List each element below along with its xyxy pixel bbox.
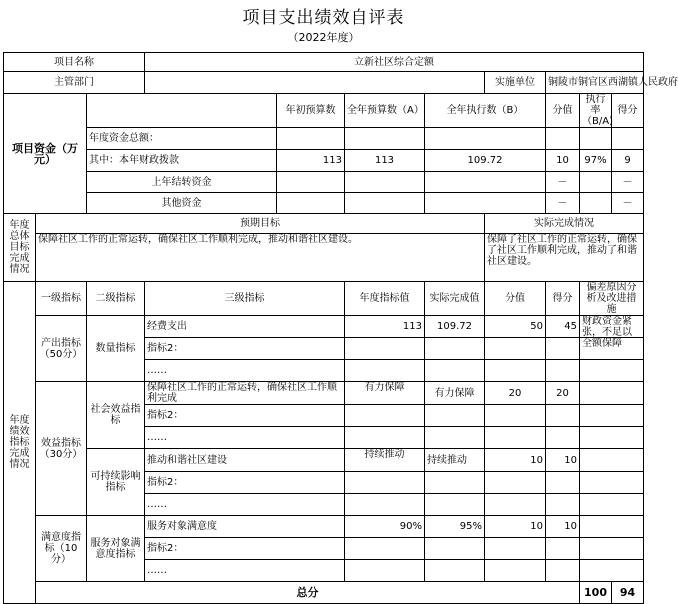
project-name-value: 立新社区综合定额 (145, 53, 644, 72)
carry-score-dash: － (546, 172, 580, 193)
blank (580, 427, 644, 449)
blank (425, 405, 485, 427)
goals-side-label: 年度总体目标完成情况 (4, 214, 36, 282)
sustain-r2-name: 指标2： (145, 472, 345, 494)
h-got: 得分 (546, 282, 580, 316)
sustain-r1-name: 推动和谐社区建设 (145, 449, 345, 472)
blank (345, 172, 425, 193)
blank (425, 494, 485, 516)
satis-r2-name: 指标2： (145, 538, 345, 560)
h-target: 年度指标值 (345, 282, 425, 316)
benefit-l1: 效益指标（30分） (36, 382, 87, 516)
output-r2-name: 指标2： (145, 338, 345, 360)
funds-label: 项目资金（万元） (4, 94, 87, 214)
col-initial-budget: 年初预算数 (277, 94, 345, 128)
sustain-r1-got: 10 (546, 449, 580, 472)
carry-got-dash: － (612, 172, 644, 193)
fiscal-annual: 113 (345, 150, 425, 172)
output-r1-target: 113 (345, 316, 425, 338)
row-carryover: 上年结转资金 (87, 172, 277, 193)
social-r1-actual: 有力保障 (425, 382, 485, 405)
blank (277, 172, 345, 193)
blank (345, 405, 425, 427)
blank (277, 193, 345, 214)
blank (425, 128, 546, 150)
blank (485, 427, 546, 449)
blank (425, 360, 485, 382)
blank (425, 172, 546, 193)
satis-r1-name: 服务对象满意度 (145, 516, 345, 538)
blank (546, 472, 580, 494)
col-got: 得分 (612, 94, 644, 128)
blank (580, 449, 644, 472)
blank (485, 538, 546, 560)
blank (485, 560, 546, 582)
social-r3-name: …… (145, 427, 345, 449)
blank (345, 360, 425, 382)
blank (277, 128, 345, 150)
blank (546, 360, 580, 382)
dept-value (145, 72, 485, 94)
satis-r3-name: …… (145, 560, 345, 582)
output-r1-name: 经费支出 (145, 316, 345, 338)
blank (345, 472, 425, 494)
output-l2: 数量指标 (87, 316, 145, 382)
blank (485, 338, 546, 360)
impl-unit-value: 铜陵市铜官区西湖镇人民政府 (546, 72, 644, 94)
satis-l1: 满意度指标（10分） (36, 516, 87, 582)
blank (580, 360, 644, 382)
row-total-funds: 年度资金总额： (87, 128, 277, 150)
satis-l2: 服务对象满意度指标 (87, 516, 145, 582)
blank (345, 128, 425, 150)
fiscal-got: 9 (612, 150, 644, 172)
output-r3-name: …… (145, 360, 345, 382)
output-r1-actual: 109.72 (425, 316, 485, 338)
fiscal-initial: 113 (277, 150, 345, 172)
other-score-dash: － (546, 193, 580, 214)
blank (345, 427, 425, 449)
indicators-side-label: 年度绩效指标完成情况 (4, 282, 36, 604)
blank (345, 538, 425, 560)
blank (425, 560, 485, 582)
blank (580, 494, 644, 516)
blank (425, 472, 485, 494)
blank (485, 405, 546, 427)
h-level3: 三级指标 (145, 282, 345, 316)
blank (485, 472, 546, 494)
output-r1-score: 50 (485, 316, 546, 338)
row-fiscal-funds: 其中：本年财政拨款 (87, 150, 277, 172)
blank (546, 128, 580, 150)
blank (546, 560, 580, 582)
blank (546, 538, 580, 560)
fiscal-exec: 109.72 (425, 150, 546, 172)
blank (580, 193, 612, 214)
blank (345, 338, 425, 360)
social-r1-got: 20 (546, 382, 580, 405)
sustain-r1-target: 持续推动 (345, 449, 425, 472)
funds-header-blank (87, 94, 277, 128)
blank (345, 193, 425, 214)
h-actual: 实际完成值 (425, 282, 485, 316)
social-r1-target: 有力保障 (345, 382, 425, 405)
output-l1: 产出指标（50分） (36, 316, 87, 382)
blank (485, 360, 546, 382)
total-got: 94 (612, 582, 644, 604)
blank (546, 494, 580, 516)
blank (580, 516, 644, 538)
satis-r1-score: 10 (485, 516, 546, 538)
page-title: 项目支出绩效自评表 (242, 8, 405, 28)
blank (546, 338, 580, 360)
sustain-r1-score: 10 (485, 449, 546, 472)
sustain-l2: 可持续影响指标 (87, 449, 145, 516)
dept-label: 主管部门 (4, 72, 145, 94)
sustain-r3-name: …… (145, 494, 345, 516)
blank (580, 538, 644, 560)
actual-result-header: 实际完成情况 (485, 214, 644, 234)
blank (345, 494, 425, 516)
actual-result-text: 保障了社区工作的正常运转，确保了社区工作顺利完成，推动了和谐社区建设。 (485, 234, 644, 282)
blank (580, 472, 644, 494)
social-r1-score: 20 (485, 382, 546, 405)
satis-r1-got: 10 (546, 516, 580, 538)
col-annual-budget: 全年预算数（A） (345, 94, 425, 128)
social-l2: 社会效益指标 (87, 382, 145, 449)
social-r1-name: 保障社区工作的正常运转，确保社区工作顺利完成 (145, 382, 345, 405)
blank (425, 338, 485, 360)
fiscal-score: 10 (546, 150, 580, 172)
blank (425, 193, 546, 214)
row-other-funds: 其他资金 (87, 193, 277, 214)
blank (546, 405, 580, 427)
sustain-r1-actual: 持续推动 (425, 449, 485, 472)
total-score: 100 (580, 582, 612, 604)
blank (612, 128, 644, 150)
self-evaluation-table (3, 52, 678, 599)
blank (580, 560, 644, 582)
blank (546, 427, 580, 449)
blank (580, 382, 644, 405)
h-level1: 一级指标 (36, 282, 87, 316)
page-year: （2022年度） (287, 31, 360, 44)
h-reason: 偏差原因分析及改进措施 (580, 282, 644, 316)
blank (425, 427, 485, 449)
output-r1-reason: 财政资金紧张，不足以全额保障 (580, 316, 644, 338)
blank (580, 172, 612, 193)
blank (580, 128, 612, 150)
h-score: 分值 (485, 282, 546, 316)
total-label: 总分 (36, 582, 580, 604)
blank (345, 560, 425, 582)
blank (580, 405, 644, 427)
other-got-dash: － (612, 193, 644, 214)
h-level2: 二级指标 (87, 282, 145, 316)
project-name-label: 项目名称 (4, 53, 145, 72)
fiscal-rate: 97% (580, 150, 612, 172)
blank (425, 538, 485, 560)
col-annual-exec: 全年执行数（B） (425, 94, 546, 128)
satis-r1-target: 90% (345, 516, 425, 538)
col-exec-rate: 执行率（B/A) (580, 94, 612, 128)
expected-goal-text: 保障社区工作的正常运转，确保社区工作顺利完成，推动和谐社区建设。 (36, 234, 485, 282)
expected-goal-header: 预期目标 (36, 214, 485, 234)
social-r2-name: 指标2： (145, 405, 345, 427)
output-r1-got: 45 (546, 316, 580, 338)
blank (485, 494, 546, 516)
impl-unit-label: 实施单位 (485, 72, 546, 94)
satis-r1-actual: 95% (425, 516, 485, 538)
col-score: 分值 (546, 94, 580, 128)
